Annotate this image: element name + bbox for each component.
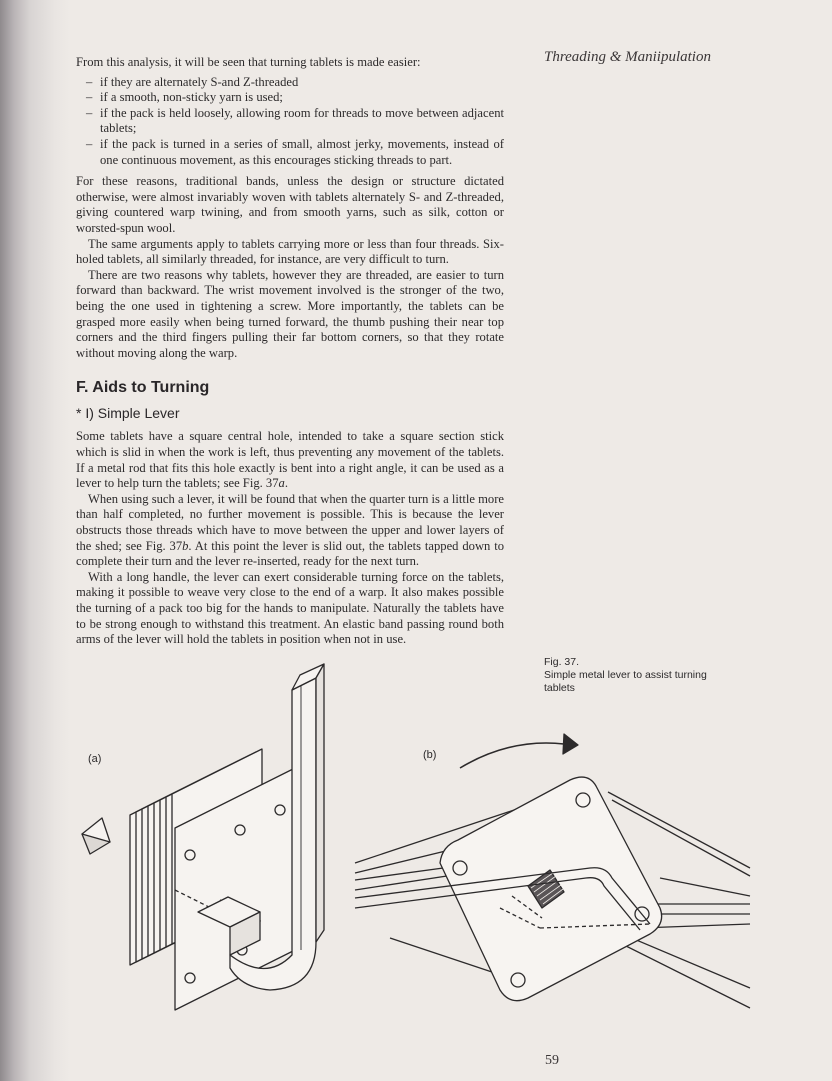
subsection-title: * I) Simple Lever <box>76 404 180 421</box>
section-title: F. Aids to Turning <box>76 379 210 397</box>
paragraph-text: Some tablets have a square central hole, intended to take a square section stick which is slid in when the work is left, thus preventing any movement of the tablets. If a metal rod that fits this hole exactly is bent into a right angle, it can be used as a lever to help turn the tablets; see Fig. 37 <box>76 429 504 491</box>
paragraph <box>76 570 504 648</box>
body-column <box>76 55 504 648</box>
paragraph: For these reasons, traditional bands, unless the design or structure dictated otherwise, were almost invariably woven with tablets alternately S- and Z-threaded, giving countered warp twining, and from smooth yarns, such as silk, cotton or worsted-spun wool. <box>76 174 504 235</box>
paragraph-tail: . At this point the lever is slid out, the tablets tapped down to complete their turn and the lever re-inserted, ready for the next turn. <box>76 538 505 569</box>
list-item: – if the pack is held loosely, allowing room for threads to move between adjacent tablets; <box>100 106 504 137</box>
paragraph <box>76 492 504 570</box>
paragraph <box>76 429 504 491</box>
conditions-list <box>76 75 504 169</box>
figure-ref: b <box>182 538 189 553</box>
running-header: Threading & Maniipulation <box>544 49 711 65</box>
list-item: – if the pack is turned in a series of small, almost jerky, movements, instead of one continuous movement, as this encourages sticking threads to part. <box>100 137 504 168</box>
list-item: – if they are alternately S-and Z-threaded <box>100 75 504 91</box>
book-gutter-shadow <box>0 0 70 1081</box>
turn-direction-arrow-icon <box>563 734 578 754</box>
paragraph-text: When using such a lever, it will be found that when the quarter turn is a little more than half completed, no further movement is possible. This is because the lever obstructs those threads which have to move between the upper and lower layers of the shed; see Fig. 37 <box>76 491 504 553</box>
figure-a-lever-in-tablets <box>70 650 340 1030</box>
figure-b-lever-obstructing-threads <box>350 728 760 1018</box>
list-item: – if a smooth, non-sticky yarn is used; <box>100 90 504 106</box>
figure-ref: a <box>278 476 285 491</box>
paragraph-tail: . <box>284 476 288 491</box>
paragraph-text: With a long handle, the lever can exert considerable turning force on the tablets, making it possible to weave very close to the end of a warp. It also makes possible the turning of a pack too big for the hands to manipulate. Naturally the tablets have to be strong enough to withstand this treatment. An elastic band passing round both arms of the lever will hold the tablets in position when not in use. <box>76 569 504 647</box>
paragraph: The same arguments apply to tablets carrying more or less than four threads. Six-holed tablets, all similarly threaded, for instance, are very difficult to turn. <box>76 236 504 267</box>
figure-label-b: (b) <box>423 749 437 761</box>
paragraph: There are two reasons why tablets, however they are threaded, are easier to turn forward than backward. The wrist movement involved is the stronger of the two, being the one used in tightening a screw. More importantly, the tablets can be grasped more easily when being turned forward, the thumb pushing their near top corners and the third fingers pulling their far bottom corners, so that they rotate without moving along the warp. <box>76 267 504 360</box>
figure-caption-text: Simple metal lever to assist turning tablets <box>544 669 707 694</box>
page-number: 59 <box>545 1053 559 1068</box>
figure-number: Fig. 37. <box>544 656 580 668</box>
intro-sentence: From this analysis, it will be seen that turning tablets is made easier: <box>76 55 421 69</box>
figure-label-a: (a) <box>88 753 102 765</box>
figure-caption <box>544 656 734 695</box>
